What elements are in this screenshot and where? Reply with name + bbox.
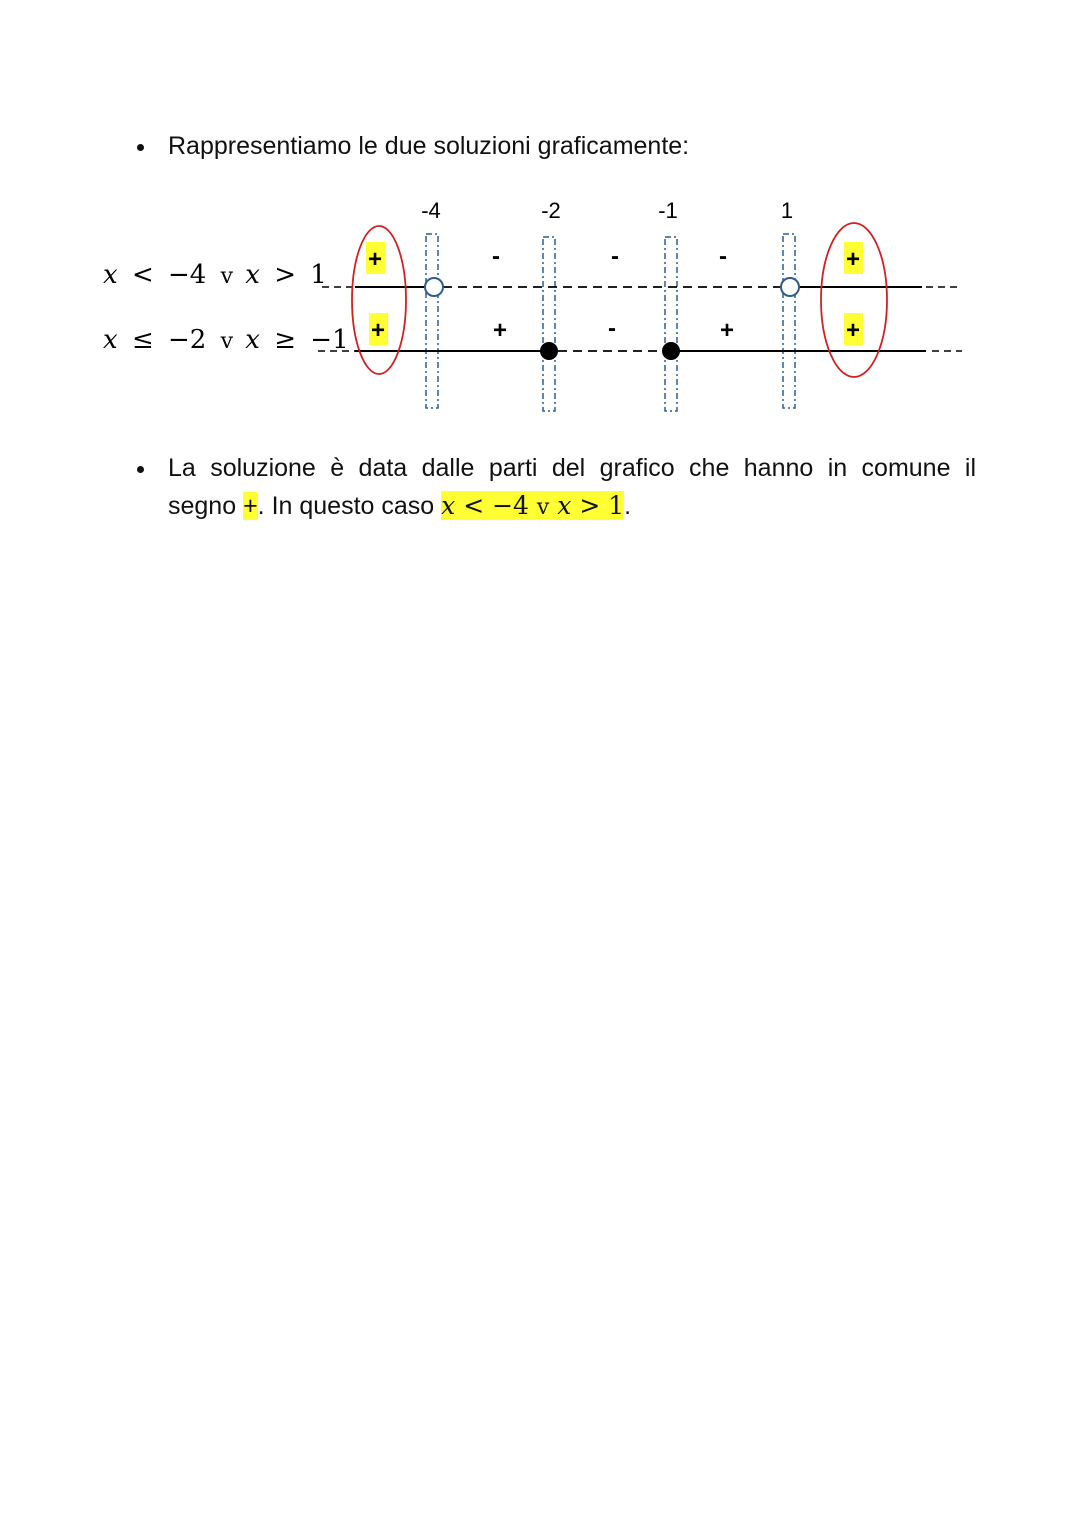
bullet-text: Rappresentiamo le due soluzioni graficamente: <box>168 132 690 160</box>
highlighted-answer: x < −4 v x > 1 <box>441 491 625 520</box>
sign-plus: + <box>370 317 386 344</box>
row2-label: x ≤ −2 v x ≥ −1 <box>103 325 349 355</box>
guide-column <box>783 234 795 408</box>
sign-plus: + <box>845 246 861 273</box>
critical-label: 1 <box>780 198 794 223</box>
bullet-dot <box>137 144 144 151</box>
closed-point <box>662 342 680 360</box>
bullet-dot <box>137 466 144 473</box>
conclusion-line-1: La soluzione è data dalle parti del grafico che hanno in comune il <box>168 454 976 482</box>
sign-plus: + <box>719 317 735 344</box>
conclusion-paragraph <box>168 450 976 526</box>
highlighted-sign: + <box>243 492 258 520</box>
guide-column <box>426 234 438 408</box>
critical-label: -4 <box>421 198 441 223</box>
sign-plus: + <box>492 317 508 344</box>
sign-minus: - <box>608 315 616 342</box>
sign-minus: - <box>492 243 500 270</box>
critical-label: -2 <box>541 198 561 223</box>
sign-minus: - <box>719 243 727 270</box>
sign-minus: - <box>611 243 619 270</box>
sign-plus: + <box>367 246 383 273</box>
sign-diagram <box>0 190 1080 430</box>
row1-label: x < −4 v x > 1 <box>103 260 327 290</box>
sign-plus: + <box>845 317 861 344</box>
guide-column <box>543 237 555 411</box>
open-point <box>425 278 443 296</box>
closed-point <box>540 342 558 360</box>
critical-label: -1 <box>658 198 678 223</box>
guide-column <box>665 237 677 411</box>
open-point <box>781 278 799 296</box>
conclusion-line-2: segno +. In questo caso x < −4 v x > 1. <box>168 491 632 520</box>
